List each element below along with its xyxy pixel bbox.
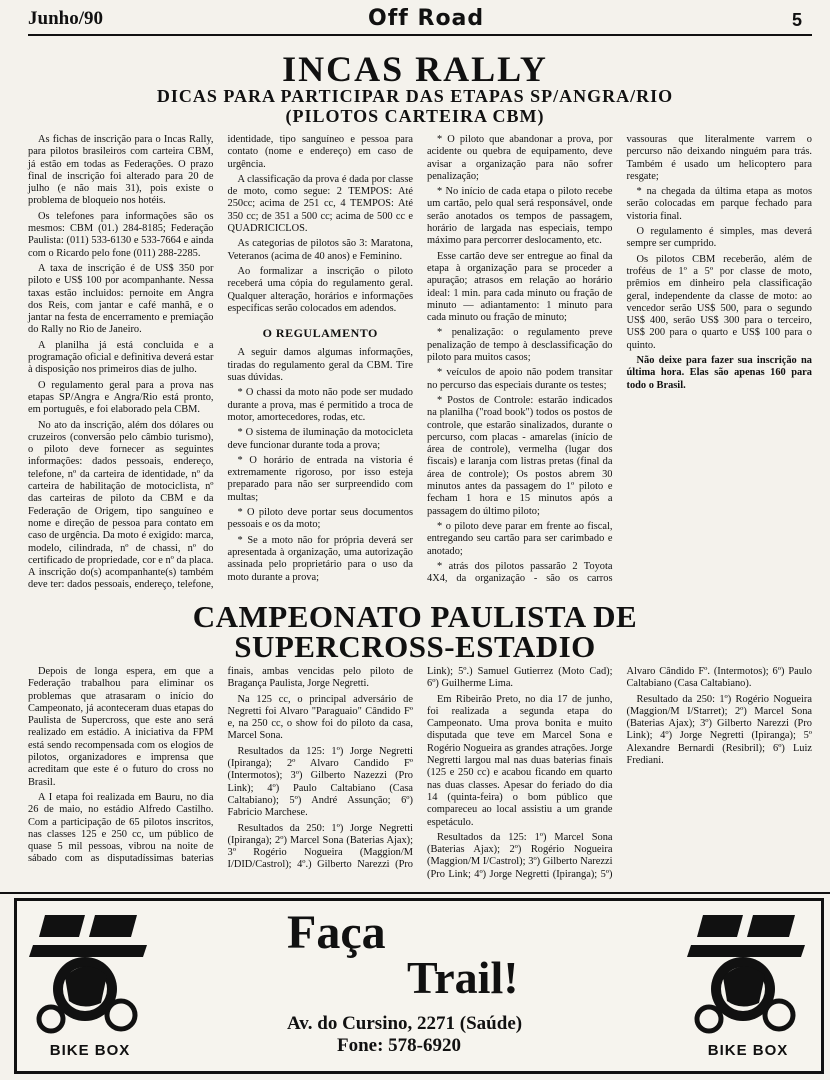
paragraph: * No início de cada etapa o piloto recebe um cartão, pelo qual será responsável, onde serão anotados os tempos de passagem, horário de largada nas especiais, tempo máximo para percorrer deslocamento, etc.: [427, 186, 613, 247]
paragraph: * Postos de Controle: estarão indicados na planilha ("road book") todos os postos de controle, que estarão sinalizados, durante o percurso, com placas - amarelas (início de área de controle), vermelha (lugar dos fiscais) e laranja com listras pretas (final da área de controle); Os postos abrem 30 minutos antes da passagem do 1º piloto e fecham 1 hora e 15 minutos após a passagem do último piloto;: [427, 394, 613, 517]
paragraph: * O piloto que abandonar a prova, por acidente ou quebra de equipamento, deve avisar a organização para não sofrer penalização;: [427, 134, 613, 182]
paragraph: Depois de longa espera, em que a Federação trabalhou para eliminar os problemas que atrasaram o início do Campeonato, já aconteceram duas etapas do Paulista de Supercross, que este ano será realizado em estádio. A iniciativa da FPM está sendo recompensada com os elogios de pilotos, organizadores e imprensa que acreditam que este é o futuro do cross no Brasil.: [28, 666, 214, 788]
ad-phone: Fone: 578-6920: [337, 1035, 462, 1056]
paragraph: * veículos de apoio não podem transitar no percurso das especiais durante os testes;: [427, 367, 613, 391]
paragraph: * atrás dos pilotos passarão 2 Toyota 4X4, da organização - são os carros vassouras que literalmente varrem o percurso não deixando ninguém para trás. Também é usado um helicoptero para resgate;: [427, 134, 812, 585]
bike-box-logo: [25, 907, 155, 1057]
paragraph: Resultado da 250: 1º) Rogério Nogueira (Maggion/M I/Starret); 2º) Marcel Sona (Baterias Ajax); 3º) Gilberto Narezzi (Pro Link); 4º) Jorge Negretti (Ipiranga); 5º Alexandre Bernardi (Resibril); 6º) Luiz Frediani.: [626, 693, 812, 767]
magazine-logo: Off Road: [368, 6, 485, 31]
paragraph: A planilha já está concluida e a programação oficial e definitiva deverá estar à disposição nos primeiros dias de julho.: [28, 339, 214, 376]
paragraph: * O horário de entrada na vistoria é extremamente rigoroso, por isso esteja preparado para não ser surpreendido com multas;: [227, 454, 413, 503]
paragraph: A taxa de inscrição é de US$ 350 por piloto e US$ 100 por acompanhante. Nessa taxas estão incluidos: pernoite em Angra dos Reis, com jantar e café manhã, e o jantar na festa de encerramento e premiação do Rally no Rio de Janeiro.: [28, 262, 214, 336]
article1-subtitle: [0, 86, 830, 126]
closing-note: Não deixe para fazer sua inscrição na última hora. Elas são apenas 160 para todo o Brasil.: [626, 355, 812, 391]
bike-box-logo-text: BIKE BOX: [707, 1042, 789, 1059]
paragraph: * na chegada da última etapa as motos serão colocadas em parque fechado para vistoria final.: [626, 186, 812, 222]
ad-address: Av. do Cursino, 2271 (Saúde): [287, 1013, 523, 1034]
issue-date: Junho/90: [28, 8, 103, 29]
section-divider: [0, 892, 830, 894]
paragraph: O regulamento geral para a prova nas etapas SP/Angra e Angra/Rio está pronto, em português, e foi elaborado pela CBM.: [28, 379, 214, 416]
article2-title-line1: CAMPEONATO PAULISTA DE: [192, 599, 638, 634]
page-number: 5: [791, 10, 802, 30]
regulamento-heading: O REGULAMENTO: [262, 326, 378, 341]
paragraph: Os pilotos CBM receberão, além de troféus de 1º a 5º por classe de moto, prêmios em dinheiro pela classificação geral, independente da classe de moto: ao vencedor serão US$ 500, para o segundo US$ 400, serão US$ 300 para o terceiro, US$ 200 para o quarto e US$ 100 para o quinto.: [626, 253, 812, 351]
paragraph: Os telefones para informações são os mesmos: CBM (01.) 284-8185; Federação Paulista: (011) 533-6130 e 533-7664 e ainda com o Ricardo pelo fone (011) 288-2285.: [28, 210, 214, 259]
article1-title: INCAS RALLY: [282, 49, 548, 89]
paragraph: Resultados da 125: 1º) Jorge Negretti (Ipiranga); 2º Alvaro Candido Fº (Intermotos); 3º) Gilberto Nazezzi (Pro Link); 4º) Paulo Caltabiano (Casa Caltabiano); 5º) André Assunção; 6º) Fabricio Marchese.: [227, 745, 413, 819]
paragraph: As fichas de inscrição para o Incas Rally, para pilotos brasileiros com carteira CBM, já estão em todas as Federações. O prazo final de inscrição foi alterado para 20 de julho (e não mais 31), pois existe o problema de bloqueio nos hotéis.: [28, 134, 214, 207]
paragraph: Ao formalizar a inscrição o piloto receberá uma cópia do regulamento geral. Qualquer alteração, horários e informações específicas serão colocados em adendos.: [227, 265, 413, 314]
paragraph: O regulamento é simples, mas deverá sempre ser cumprido.: [626, 226, 812, 250]
paragraph: Esse cartão deve ser entregue ao final da etapa à organização para se proceder a apuração; atrasos em relação ao horário ideal: 1 min. para cada minuto ou fração de minuto — adiantamento: 1 minuto para cada minuto ou fração de minuto;: [427, 250, 613, 324]
paragraph: * O piloto deve portar seus documentos pessoais e os da moto;: [227, 507, 413, 531]
ad-headline-line2: Trail!: [407, 952, 519, 1003]
paragraph: Resultados da 250: 1º) Jorge Negretti (Ipiranga); 2º) Marcel Sona (Baterias Ajax); 3º Rogério Nogueira (Maggion/M I/DID/Castrol); 4º.) Gilberto Narezzi (Pro Link); 5º.) Samuel Gutierrez (Moto Cad); 6º) Guilherme Lima.: [227, 666, 613, 871]
paragraph: A I etapa foi realizada em Bauru, no dia 26 de maio, no estádio Alfredo Castilho. Com a participação de 65 pilotos inscritos, nas classes 125 e 250 cc, um público de quase 5 mil pessoas, vibrou na noite de sábado com as disputadíssimas baterias finais, ambas vencidas pelo piloto de Bragança Paulista, Jorge Negretti.: [28, 666, 413, 865]
article2-title-line2: SUPERCROSS-ESTADIO: [234, 629, 596, 664]
article2-body: [28, 666, 812, 888]
article1-body: [28, 134, 812, 596]
paragraph: Na 125 cc, o principal adversário de Negretti foi Alvaro "Paraguaio" Cândido Fº e, na 250 cc, o show foi do piloto da casa, Marcel Sona.: [227, 693, 413, 742]
ad-headline-line1: Faça: [287, 906, 386, 959]
paragraph: * O chassi da moto não pode ser mudado durante a prova, mas é permitido a troca de motor, amortecedores, rodas, etc.: [227, 387, 413, 423]
paragraph: * O sistema de iluminação da motocicleta deve funcionar durante toda a prova;: [227, 427, 413, 451]
bike-box-logo: [683, 907, 813, 1057]
bike-box-advertisement: [14, 898, 824, 1074]
bike-box-logo-text: BIKE BOX: [49, 1042, 131, 1059]
paragraph: * penalização: o regulamento preve penalização de tempo à desclassificação do piloto para muitos casos;: [427, 327, 613, 364]
page-header: [28, 6, 812, 36]
article1-subtitle-line2: (PILOTOS CARTEIRA CBM): [285, 106, 545, 126]
paragraph: * o piloto deve parar em frente ao fiscal, entregando seu cartão para ser carimbado e anotado;: [427, 520, 613, 557]
paragraph: No ato da inscrição, além dos dólares ou cruzeiros (conversão pelo câmbio turismo), o piloto deve fornecer as seguintes informações: dados pessoais, endereço, telefone, nº da carteira de identidade, nº da carteira de habilitação de motociclista, nº das carteiras de piloto da CBM e da Federação de Origem, tipo sanguíneo e nome e direção de pessoa para contato em caso de urgência. Da moto é exigido: marca, modelo, cilindrada, nº de chassi, nº do certificado de propriedade, cor e nº da placa. A inscrição do(s) acompanhante(s) também deve ter: dados pessoais, endereço, telefone, identidade, tipo sanguíneo e pessoa para contato (nome e endereço) em caso de urgência.: [28, 134, 413, 591]
paragraph: Em Ribeirão Preto, no dia 17 de junho, foi realizada a segunda etapa do Campeonato. Uma prova bonita e muito disputada que teve em Marcel Sona e Rogério Nogueira as grandes atrações. Jorge Negretti largou mal nas duas baterias finais (125 e 250 cc) e acabou ficando em quarto nas duas classes. Apesar do feriado do dia 14 (quinta-feira) o bom público que compareceu ao local assistiu a um grande espetáculo.: [427, 693, 613, 828]
paragraph: Resultados da 125: 1º) Marcel Sona (Baterias Ajax); 2º) Rogério Nogueira (Maggion/M I/Castrol); 3º) Gilberto Narezzi (Pro Link; 4º) Jorge Negretti (Ipiranga); 5º) Alvaro Cândido Fº. (Intermotos); 6º) Paulo Caltabiano (Casa Caltabiano).: [427, 666, 812, 880]
motocross-rider-icon: [25, 907, 155, 1037]
paragraph: A classificação da prova é dada por classe de moto, como segue: 2 TEMPOS: Até 250cc; acima de 251 cc, 4 TEMPOS: Até 350 cc; de 351 a 500 cc; acima de 500 cc e QUADRICICLOS.: [227, 173, 413, 235]
paragraph: * Se a moto não for própria deverá ser apresentada à organização, uma autorização assinada pelo proprietário para o uso da moto durante a prova;: [227, 534, 413, 583]
article2-title: [0, 599, 830, 664]
article1-subtitle-line1: DICAS PARA PARTICIPAR DAS ETAPAS SP/ANGRA/RIO: [156, 86, 674, 106]
paragraph: A seguir damos algumas informações, tiradas do regulamento geral da CBM. Tire suas dúvidas.: [227, 347, 413, 384]
paragraph: As categorias de pilotos são 3: Maratona, Veteranos (acima de 40 anos) e Feminino.: [227, 238, 413, 262]
motocross-rider-icon: [683, 907, 813, 1037]
